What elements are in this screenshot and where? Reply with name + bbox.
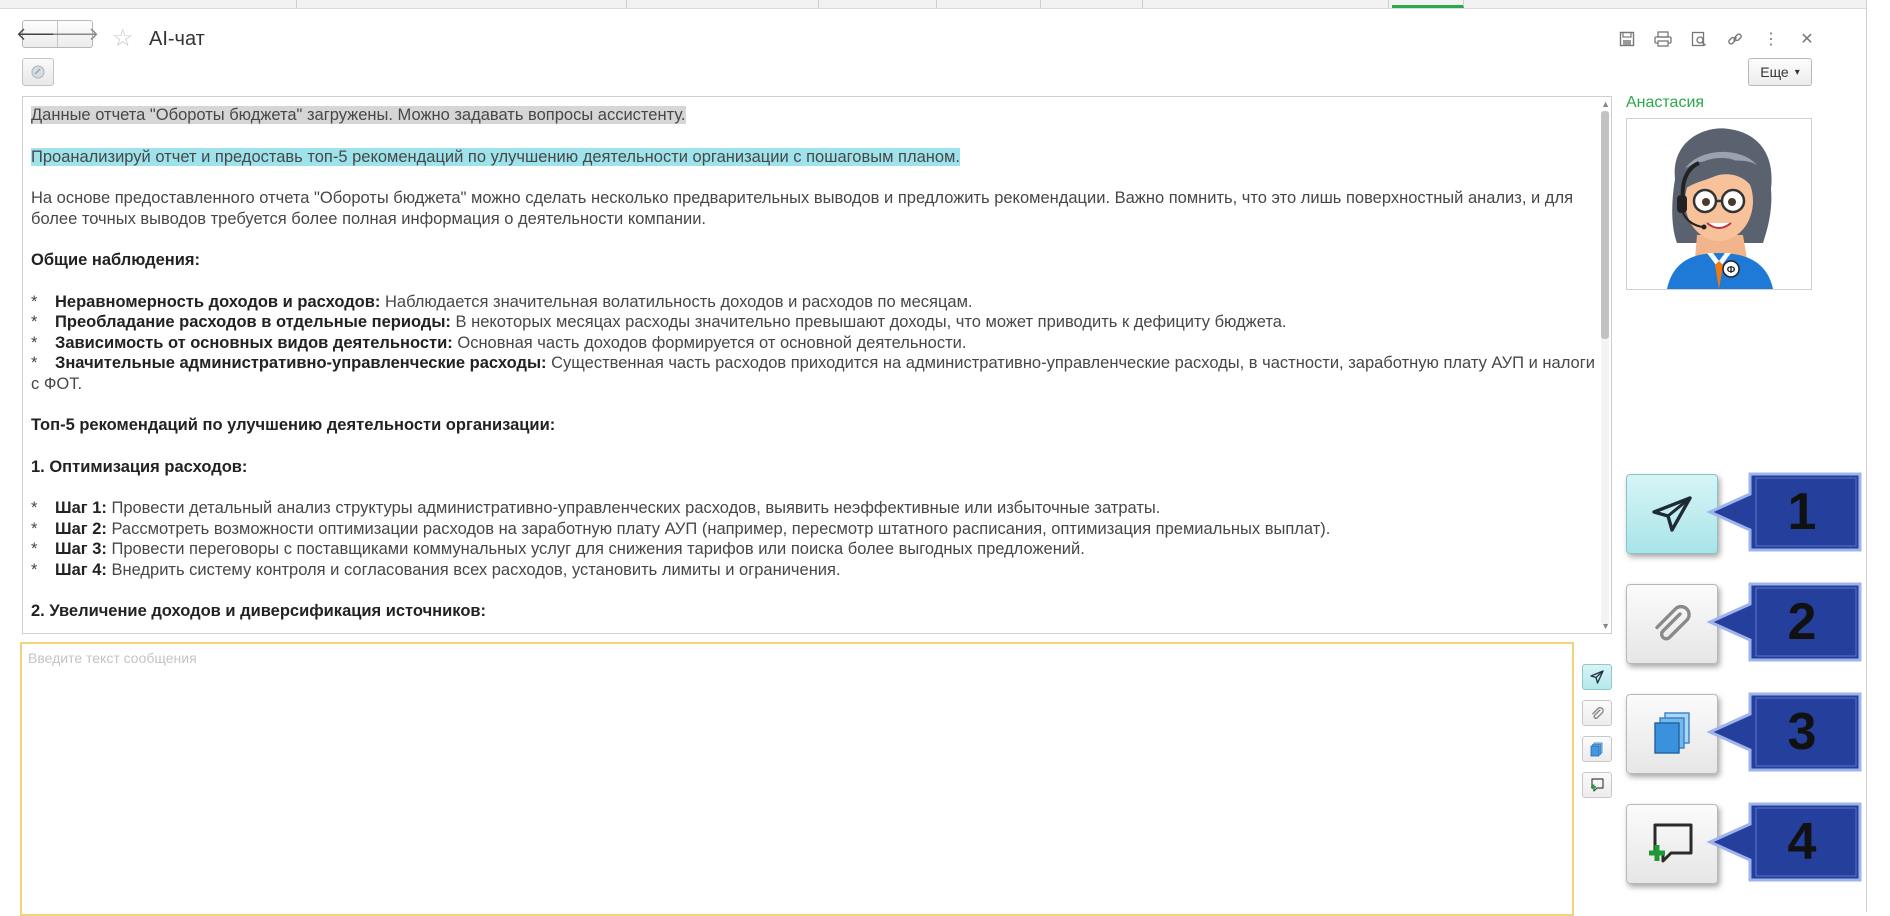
command-bar <box>0 54 1866 90</box>
send-button[interactable] <box>1626 474 1718 554</box>
list-item: * Шаг 2: Рассмотреть возможности оптимизации расходов на заработную плату АУП (например, пересмотр штатного расписания, оптимизация премиальных выплат). <box>31 519 1331 538</box>
message-input[interactable] <box>22 644 1572 914</box>
scroll-down-icon[interactable]: ▼ <box>1601 621 1610 631</box>
callout-number: 2 <box>1787 593 1817 651</box>
avatar <box>1626 118 1812 290</box>
assistant-intro: На основе предоставленного отчета "Обороты бюджета" можно сделать несколько предварительных выводов и предложить рекомендации. Важно помнить, что это лишь поверхностный анализ, и для более точных выводов требуется более полная информация о деятельности компании. <box>31 189 1574 228</box>
stack-icon <box>1589 741 1605 757</box>
tab-strip-segment[interactable] <box>0 0 297 8</box>
new-chat-button[interactable] <box>1626 804 1718 884</box>
scrollbar-thumb[interactable] <box>1601 111 1609 339</box>
callout-2 <box>1706 574 1866 670</box>
attach-file-button[interactable] <box>1626 584 1718 664</box>
callout-number: 3 <box>1787 703 1817 761</box>
callout-4 <box>1706 794 1866 890</box>
observations-heading: Общие наблюдения: <box>31 251 201 269</box>
link-icon[interactable] <box>1724 28 1746 50</box>
close-icon[interactable]: ✕ <box>1800 31 1814 48</box>
list-item: * Значительные административно-управленческие расходы: Существенная часть расходов приходится на административно-управленческие расходы, в частности, заработную плату АУП и налоги с ФОТ. <box>31 354 1595 393</box>
system-message: Данные отчета "Обороты бюджета" загружены. Можно задавать вопросы ассистенту. <box>31 106 686 124</box>
attach-button-small[interactable] <box>1582 700 1612 726</box>
list-item: * Преобладание расходов в отдельные периоды: В некоторых месяцах расходы значительно превышают доходы, что может приводить к дефициту бюджета. <box>31 313 1287 331</box>
window-header <box>0 10 1866 54</box>
favorite-star-icon[interactable]: ☆ <box>112 25 134 52</box>
paperclip-icon <box>1647 602 1697 646</box>
chat-scrollbar[interactable] <box>1601 111 1609 623</box>
callout-3 <box>1706 684 1866 780</box>
add-context-button[interactable] <box>1626 694 1718 774</box>
more-menu-button[interactable] <box>1748 58 1812 86</box>
tab-strip <box>0 0 1866 9</box>
tab-strip-segment[interactable] <box>296 0 627 8</box>
chat-log[interactable] <box>22 96 1612 634</box>
send-icon <box>1589 669 1605 685</box>
send-button-small[interactable] <box>1582 664 1612 690</box>
new-chat-button-small[interactable] <box>1582 772 1612 798</box>
recommendations-heading: Топ-5 рекомендаций по улучшению деятельности организации: <box>31 416 556 434</box>
callout-number: 4 <box>1787 813 1817 871</box>
assistant-name: Анастасия <box>1626 94 1705 111</box>
svg-text:Ф: Ф <box>1726 265 1736 276</box>
chat-messages <box>31 105 1596 622</box>
kebab-menu-icon[interactable]: ⋮ <box>1763 31 1779 48</box>
tab-strip-segment[interactable] <box>936 0 1041 8</box>
stack-icon <box>1647 709 1697 759</box>
assistant-avatar-icon <box>1627 119 1811 289</box>
broom-icon <box>30 64 46 80</box>
preview-icon[interactable] <box>1688 28 1710 50</box>
tab-strip-segment[interactable] <box>626 0 819 8</box>
scroll-up-icon[interactable]: ▲ <box>1601 99 1610 109</box>
forward-button[interactable] <box>50 21 100 47</box>
save-icon[interactable] <box>1616 28 1638 50</box>
user-message: Проанализируй отчет и предоставь топ-5 рекомендаций по улучшению деятельности организации с пошаговым планом. <box>31 147 960 166</box>
callout-1 <box>1706 464 1866 560</box>
arrow-left-icon: 🡐 <box>15 23 65 44</box>
context-button-small[interactable] <box>1582 736 1612 762</box>
paperclip-icon <box>1589 705 1605 721</box>
message-input-area <box>20 642 1574 916</box>
list-item: * Неравномерность доходов и расходов: Наблюдается значительная волатильность доходов и расходов по месяцам. <box>31 292 973 311</box>
list-item: * Шаг 3: Провести переговоры с поставщиками коммунальных услуг для снижения тарифов или поиска более выгодных предложений. <box>31 540 1085 558</box>
list-item: * Зависимость от основных видов деятельности: Основная часть доходов формируется от основной деятельности. <box>31 333 967 352</box>
new-chat-icon <box>1645 819 1699 869</box>
recommendation-heading: 1. Оптимизация расходов: <box>31 457 248 476</box>
recommendation-heading: 2. Увеличение доходов и диверсификация источников: <box>31 602 487 620</box>
list-item: * Шаг 1: Провести детальный анализ структуры административно-управленческих расходов, выявить неэффективные или избыточные затраты. <box>31 499 1161 517</box>
chevron-down-icon: ▾ <box>1794 66 1800 78</box>
clear-chat-button[interactable] <box>22 58 54 86</box>
new-chat-icon <box>1589 777 1605 793</box>
tab-strip-segment[interactable] <box>1142 0 1389 8</box>
tab-strip-segment[interactable] <box>1040 0 1143 8</box>
navigation-buttons <box>15 20 100 48</box>
arrow-right-icon: 🡒 <box>50 23 100 44</box>
print-icon[interactable] <box>1652 28 1674 50</box>
callout-number: 1 <box>1787 483 1817 541</box>
tab-strip-segment[interactable] <box>818 0 937 8</box>
window-actions <box>1616 28 1818 50</box>
send-icon <box>1650 494 1694 534</box>
list-item: * Шаг 4: Внедрить систему контроля и согласования всех расходов, установить лимиты и ограничения. <box>31 560 841 579</box>
tab-strip-active[interactable] <box>1392 0 1464 8</box>
page-title: AI-чат <box>149 28 205 50</box>
more-menu-label: Еще <box>1760 64 1789 80</box>
